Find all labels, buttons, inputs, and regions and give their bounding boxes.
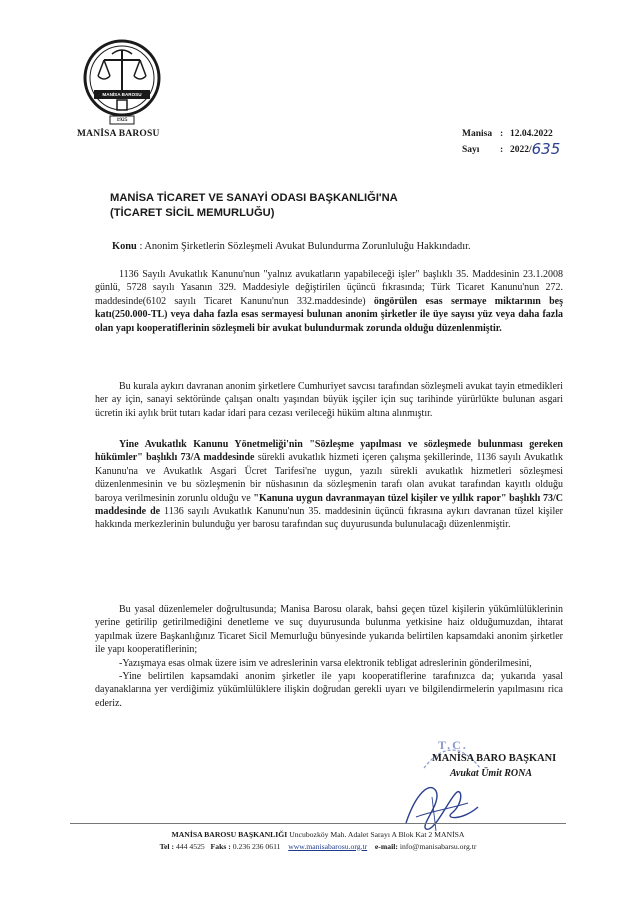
number-label: Sayı — [462, 145, 480, 155]
seal-year: 1925 — [116, 117, 128, 123]
subject-text: Anonim Şirketlerin Sözleşmeli Avukat Bulundurma Zorunluluğu Hakkındadır. — [144, 241, 471, 252]
handwritten-number: 635 — [531, 140, 561, 158]
subject-label: Konu — [112, 241, 137, 252]
addressee-line2: (TİCARET SİCİL MEMURLUĞU) — [110, 207, 275, 219]
footer-org: MANİSA BAROSU BAŞKANLIĞI — [171, 830, 288, 839]
bar-association-seal-icon — [82, 38, 162, 126]
signatory-name: Avukat Ümit RONA — [450, 768, 533, 779]
p3-text-2: 1136 sayılı Avukatlık Kanunu'nun 35. maddesinin üçüncü fıkrasına aykırı davranan tüzel kişiler hakkında merkezlerinin bulunduğu yer barosu tarafından suç duyurusunda bulunulacağı düzenlenmiştir. — [95, 506, 563, 531]
footer-contact-line — [70, 841, 566, 853]
p1-bold: öngörülen esas sermaye miktarının beş katı(250.000-TL) veya daha fazla esas sermayesi bulunan anonim şirketler ile üye sayısı yüz veya daha fazla olan yapı kooperatiflerinin sözleşmeli bir avukat bulundurmak zorunda olduğu düzenlenmiştir. — [95, 295, 564, 334]
paragraph-1 — [95, 268, 563, 335]
city-label: Manisa — [462, 129, 493, 139]
signatory-title: MANİSA BARO BAŞKANI — [432, 753, 557, 764]
date-row: Manisa : 12.04.2022 — [462, 129, 553, 139]
tel-number: 444 4525 — [175, 841, 205, 851]
p3-text-1: sürekli avukatlık hizmeti içeren çalışma şekillerinde, 1136 sayılı Avukatlık Kanunu'na ve Avukatlık Asgari Ücret Tarifesi'ne uygun, yazılı sürekli avukatlık hizmetleri sözleşmesi düzenlenmesinin ve bu sözleşmenin bir nüshasının da sözleşmenin tarafı olan avukat tarafından kayıtlı olduğu baroya verilmesinin zorunlu olduğu ve — [95, 452, 564, 504]
paragraph-2: Bu kurala aykırı davranan anonim şirketlere Cumhuriyet savcısı tarafından sözleşmeli avukat tayin etmedikleri her ay için, sanayi sektöründe çalışan onaltı yaşından büyük işçiler için suç tarihinde yürürlükte bulunan asgari ücretin iki aylık brüt tutarı kadar idari para cezası verileceği hüküm altına alınmıştır. — [95, 381, 563, 419]
email-address[interactable]: info@manisabarsu.org.tr — [399, 841, 477, 851]
p1-text: 1136 Sayılı Avukatlık Kanunu'nun "yalnız avukatların yapabileceği işler" başlıklı 35. Maddesinin 23.1.2008 günlü, 5728 sayılı Yasanın 329. Maddesiyle değiştirilen üçüncü fıkrasında; Türk Ticaret Kanunu'nun 272. maddesinde(6102 sayılı Ticaret Kanunu'nun 332.maddesinde) — [95, 269, 563, 307]
website-link[interactable]: www.manisabarosu.org.tr — [288, 841, 368, 851]
footer-address-line — [70, 829, 566, 841]
paragraph-4 — [95, 603, 563, 710]
request-item-1: -Yazışmaya esas olmak üzere isim ve adreslerinin varsa elektronik tebligat adreslerinin gönderilmesini, — [119, 657, 532, 669]
stamp-text: T.C. — [438, 738, 468, 752]
letter-date: 12.04.2022 — [510, 129, 553, 139]
number-row: Sayı : 2022/635 — [462, 140, 561, 158]
fax-label: Faks : — [210, 841, 231, 851]
footer-address: Uncubozköy Mah. Adalet Sarayı A Blok Kat 2 MANİSA — [289, 830, 465, 839]
letter-footer — [70, 823, 566, 852]
fax-number: 0.236 236 0611 — [232, 841, 281, 851]
paragraph-3 — [95, 438, 563, 532]
p3-bold-2: "Kanuna uygun davranmayan tüzel kişiler ve yıllık rapor" başlıklı 73/C maddesinde de — [95, 492, 563, 518]
subject-line: Konu : Anonim Şirketlerin Sözleşmeli Avukat Bulundurma Zorunluluğu Hakkındadır. — [112, 241, 471, 252]
tel-label: Tel : — [159, 841, 175, 851]
org-name: MANİSA BAROSU — [77, 129, 160, 139]
addressee-line1: MANİSA TİCARET VE SANAYİ ODASI BAŞKANLIĞI'NA — [110, 192, 398, 204]
p3-bold-1: Yine Avukatlık Kanunu Yönetmeliği'nin "Sözleşme yapılması ve sözleşmede bulunması gereken hükümler" başlıklı 73/A maddesinde — [95, 439, 563, 464]
p4-text: Bu yasal düzenlemeler doğrultusunda; Manisa Barosu olarak, bahsi geçen tüzel kişilerin yükümlülüklerinin yerine getirilip getirilmediğini denetleme ve suç duyurusunda bulunma yetkisine haiz olduğumuzdan, ihtarat yapılmak üzere Başkanlığınız Ticaret Sicil Memurluğu bünyesinde yukarıda belirtilen kapsamdaki anonim şirketler ile yapı kooperatiflerinin; — [95, 604, 563, 656]
addressee — [110, 191, 398, 221]
number-prefix: 2022/ — [510, 145, 532, 155]
seal-text: MANİSA BAROSU — [102, 92, 142, 97]
request-item-2: -Yine belirtilen kapsamdaki anonim şirketler ile yapı kooperatiflerine tarafınızca da; yukarıda yasal dayanaklarına yer verdiğimiz yükümlülüklere ilişkin doğrudan gerekli uyarı ve bilgilendirmelerin yapılmasını rica ederiz. — [95, 671, 563, 709]
email-label: e-mail: — [374, 841, 398, 851]
letter-meta — [462, 128, 560, 157]
